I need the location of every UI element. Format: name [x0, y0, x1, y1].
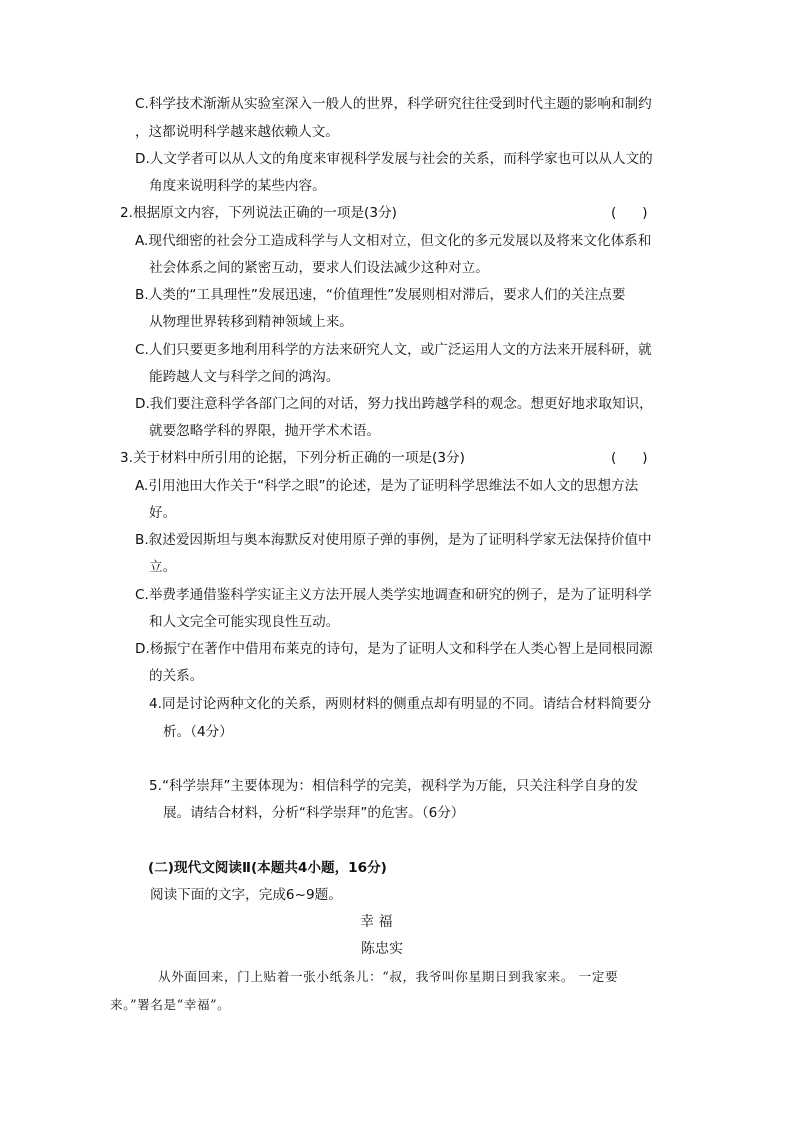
q3-option-d-line2: 的关系。 — [149, 668, 204, 684]
q3-option-a-line2: 好。 — [149, 505, 177, 521]
section-instruction: 阅读下面的文字，完成6~9题。 — [150, 887, 342, 903]
q3-option-a-line1: A.引用池田大作关于“科学之眼”的论述，是为了证明科学思维法不如人文的思想方法 — [135, 478, 639, 494]
q3-stem: 3.关于材料中所引用的论据，下列分析正确的一项是(3分) — [120, 450, 465, 466]
q4-line2: 析。（4分） — [163, 724, 233, 740]
q2-option-b-line2: 从物理世界转移到精神领域上来。 — [149, 314, 353, 330]
story-paragraph-line1: 从外面回来，门上贴着一张小纸条儿：“叔，我爷叫你星期日到我家来。 一定要 — [158, 969, 619, 984]
q2-option-d-line1: D.我们要注意科学各部门之间的对话，努力找出跨越学科的观念。想更好地求取知识， — [135, 396, 653, 412]
q2-option-a-line2: 社会体系之间的紧密互动，要求人们设法减少这种对立。 — [149, 260, 489, 276]
q5-line2: 展。请结合材料，分析“科学崇拜”的危害。（6分） — [163, 805, 465, 821]
story-author: 陈忠实 — [361, 941, 403, 957]
q2-option-d-line2: 就要忽略学科的界限，抛开学术术语。 — [149, 423, 381, 439]
q1-option-c-line2: ，这都说明科学越来越依赖人文。 — [135, 124, 339, 140]
q1-option-d-line2: 角度来说明科学的某些内容。 — [149, 178, 326, 194]
q3-option-c-line1: C.举费孝通借鉴科学实证主义方法开展人类学实地调查和研究的例子，是为了证明科学 — [135, 587, 652, 603]
q2-option-b-line1: B.人类的“工具理性”发展迅速，“价值理性”发展则相对滞后，要求人们的关注点要 — [135, 287, 626, 303]
section-heading: (二)现代文阅读Ⅱ(本题共4小题，16分) — [148, 860, 387, 876]
q3-answer-blank: ( ) — [611, 450, 648, 466]
q1-option-d-line1: D.人文学者可以从人文的角度来审视科学发展与社会的关系，而科学家也可以从人文的 — [135, 151, 653, 167]
q2-option-a-line1: A.现代细密的社会分工造成科学与人文相对立，但文化的多元发展以及将来文化体系和 — [135, 233, 652, 249]
q2-option-c-line1: C.人们只要更多地利用科学的方法来研究人文，或广泛运用人文的方法来开展科研，就 — [135, 342, 652, 358]
q2-option-c-line2: 能跨越人文与科学之间的鸿沟。 — [149, 369, 340, 385]
q2-stem: 2.根据原文内容，下列说法正确的一项是(3分) — [120, 205, 397, 221]
story-title: 幸 福 — [360, 914, 393, 930]
q3-option-b-line1: B.叙述爱因斯坦与奥本海默反对使用原子弹的事例，是为了证明科学家无法保持价值中 — [135, 532, 652, 548]
q3-option-c-line2: 和人文完全可能实现良性互动。 — [149, 614, 340, 630]
q3-option-b-line2: 立。 — [149, 559, 177, 575]
story-paragraph-line2: 来。”署名是“幸福”。 — [110, 997, 231, 1012]
q2-answer-blank: ( ) — [611, 205, 648, 221]
q3-option-d-line1: D.杨振宁在著作中借用布莱克的诗句，是为了证明人文和科学在人类心智上是同根同源 — [135, 641, 653, 657]
q1-option-c-line1: C.科学技术渐渐从实验室深入一般人的世界，科学研究往往受到时代主题的影响和制约 — [135, 96, 652, 112]
q4-line1: 4.同是讨论两种文化的关系，两则材料的侧重点却有明显的不同。请结合材料简要分 — [149, 696, 652, 712]
q5-line1: 5.“科学崇拜”主要体现为：相信科学的完美，视科学为万能，只关注科学自身的发 — [149, 778, 639, 794]
